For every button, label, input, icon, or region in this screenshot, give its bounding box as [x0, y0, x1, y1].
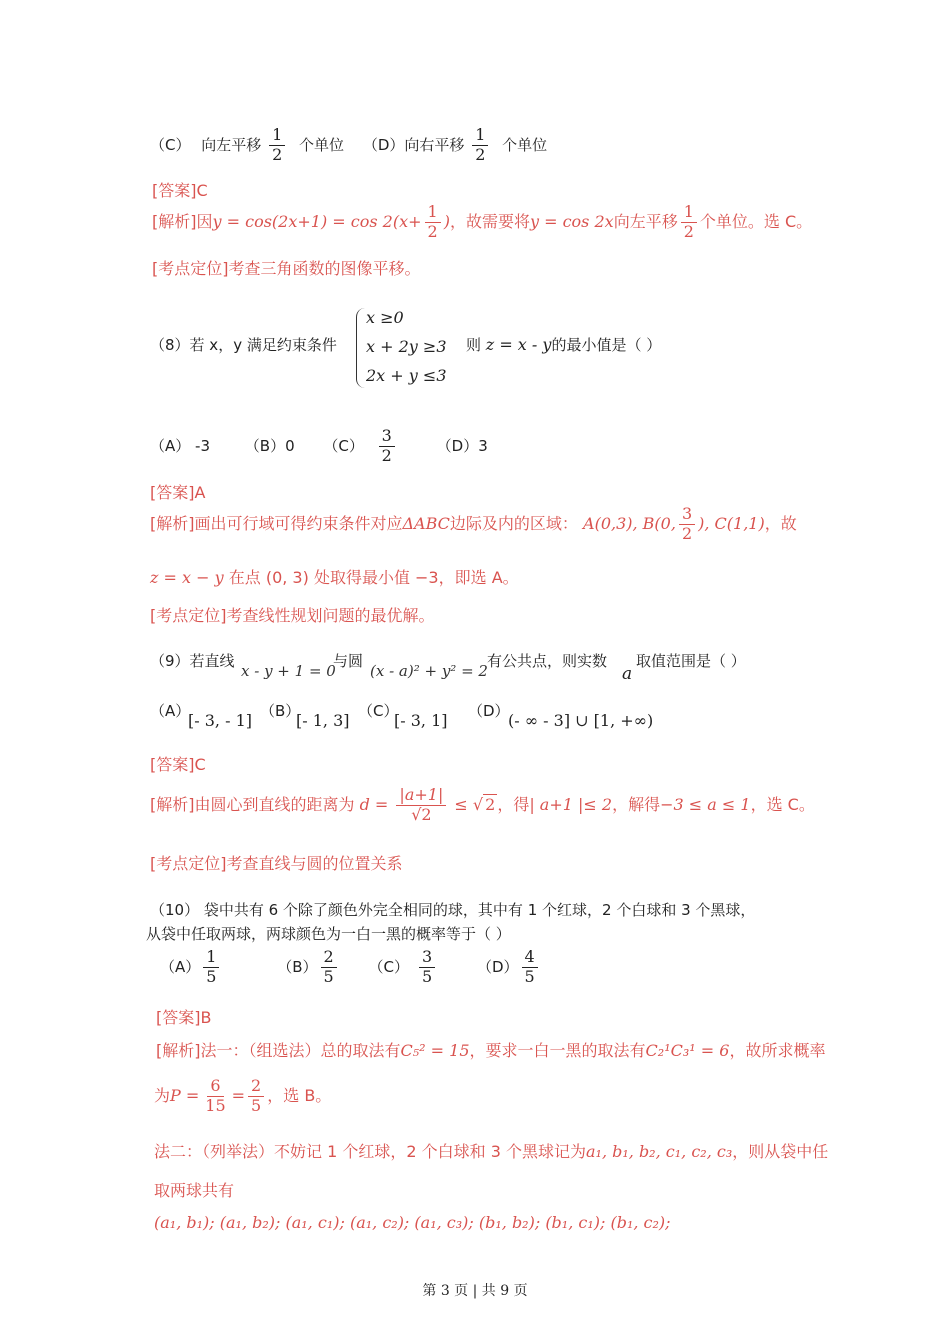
q9-opt-d: (- ∞ - 3] ∪ [1, +∞): [508, 711, 654, 730]
q9-opt-b: [- 1, 3]: [296, 711, 350, 730]
q8-constraint-3: 2x + y ≤3: [366, 366, 447, 385]
q9-opt-b-label: （B）: [260, 702, 301, 720]
q10-analysis: [解析]法一：（组选法）总的取法有C₅² = 15，要求一白一黑的取法有C₂¹C₃¹ = 6，故所求概率: [156, 1041, 826, 1060]
q8-answer: [答案]A: [150, 483, 206, 502]
q10-analysis-2: 为P = $\frac{6}{15}$ = $\frac{2}{5}$ ，选 B。: [154, 1076, 332, 1115]
q9-stem-mid: 与圆: [333, 652, 364, 670]
q8-optc-fraction: $\frac{3}{2}$: [379, 428, 395, 465]
q7-optc-fraction: $\frac{1}{2}$: [269, 127, 285, 164]
q9-stem-pre: （9）若直线: [150, 652, 235, 670]
q7-analysis: [解析]因y = cos(2x+1) = cos 2(x+ $\frac{1}{2}$ )，故需要将y = cos 2x向左平移 $\frac{1}{2}$ 个单位。选 C。: [152, 202, 813, 241]
q7-optd-fraction: $\frac{1}{2}$: [472, 127, 488, 164]
q9-opt-a-label: （A）: [150, 702, 191, 720]
q8-point: [考点定位]考查线性规划问题的最优解。: [150, 606, 435, 625]
q10-pairs: (a₁, b₁); (a₁, b₂); (a₁, c₁); (a₁, c₂); (a₁, c₃); (b₁, b₂); (b₁, c₁); (b₁, c₂);: [154, 1213, 671, 1232]
q10-stem-1: （10） 袋中共有 6 个除了颜色外完全相同的球，其中有 1 个红球，2 个白球和 3 个黑球，: [150, 901, 756, 919]
q8-constraint-2: x + 2y ≥3: [366, 337, 447, 356]
q9-analysis: [解析]由圆心到直线的距离为 d = $\frac{|a+1|}{√2}$ ≤ √ 2 ，得| a+1 |≤ 2，解得−3 ≤ a ≤ 1，选 C。: [150, 785, 815, 824]
q10-method-2: 法二：（列举法）不妨记 1 个红球，2 个白球和 3 个黑球记为a₁, b₁, b₂, c₁, c₂, c₃，则从袋中任: [154, 1142, 829, 1161]
q8-stem-post: 则 z = x - y的最小值是（ ）: [466, 335, 662, 354]
q10-method-2-line2: 取两球共有: [154, 1181, 235, 1200]
q10-opt-a-fraction: $\frac{1}{5}$: [203, 949, 219, 986]
q10-opt-d-fraction: $\frac{4}{5}$: [522, 949, 538, 986]
q7-point: [考点定位]考查三角函数的图像平移。: [152, 259, 421, 278]
q9-stem-post: 取值范围是（ ）: [636, 652, 746, 670]
q8-analysis: [解析]画出可行域可得约束条件对应ΔABC边际及内的区域： A(0,3), B(0, $\frac{3}{2}$ ), C(1,1)，故: [150, 504, 797, 543]
q9-point: [考点定位]考查直线与圆的位置关系: [150, 854, 403, 873]
q10-opt-b-fraction: $\frac{2}{5}$: [321, 949, 337, 986]
q9-answer: [答案]C: [150, 755, 206, 774]
q10-opt-c-fraction: $\frac{3}{5}$: [419, 949, 435, 986]
q10-stem-2: 从袋中任取两球，两球颜色为一白一黑的概率等于（ ）: [146, 925, 511, 943]
q8-constraint-brace: [356, 308, 365, 388]
q9-opt-a: [- 3, - 1]: [188, 711, 252, 730]
q9-line-eq: x - y + 1 = 0: [241, 662, 336, 680]
q8-analysis-2: z = x − y 在点 (0, 3) 处取得最小值 −3，即选 A。: [150, 568, 519, 587]
q9-opt-c-label: （C）: [358, 702, 399, 720]
q9-stem-mid2: 有公共点，则实数: [487, 652, 608, 670]
q8-options: （A） -3 （B）0 （C） $\frac{3}{2}$ （D）3: [150, 426, 488, 465]
q10-answer: [答案]B: [156, 1008, 212, 1027]
q7-answer: [答案]C: [152, 181, 208, 200]
q9-circle-eq: (x - a)² + y² = 2: [370, 662, 488, 680]
q7-options-cd: （C） 向左平移 $\frac{1}{2}$ 个单位 （D）向右平移 $\frac{1}{2}$ 个单位: [150, 125, 548, 164]
page-footer: 第 3 页 | 共 9 页: [422, 1283, 528, 1299]
q8-stem-pre: （8）若 x，y 满足约束条件: [150, 336, 337, 354]
q9-var-a: a: [622, 664, 633, 684]
q8-constraint-1: x ≥0: [366, 308, 404, 327]
q10-options: （A） $\frac{1}{5}$ （B） $\frac{2}{5}$ （C） $\frac{3}{5}$ （D） $\frac{4}{5}$: [160, 949, 541, 986]
q9-opt-d-label: （D）: [468, 702, 510, 720]
q9-opt-c: [- 3, 1]: [394, 711, 448, 730]
